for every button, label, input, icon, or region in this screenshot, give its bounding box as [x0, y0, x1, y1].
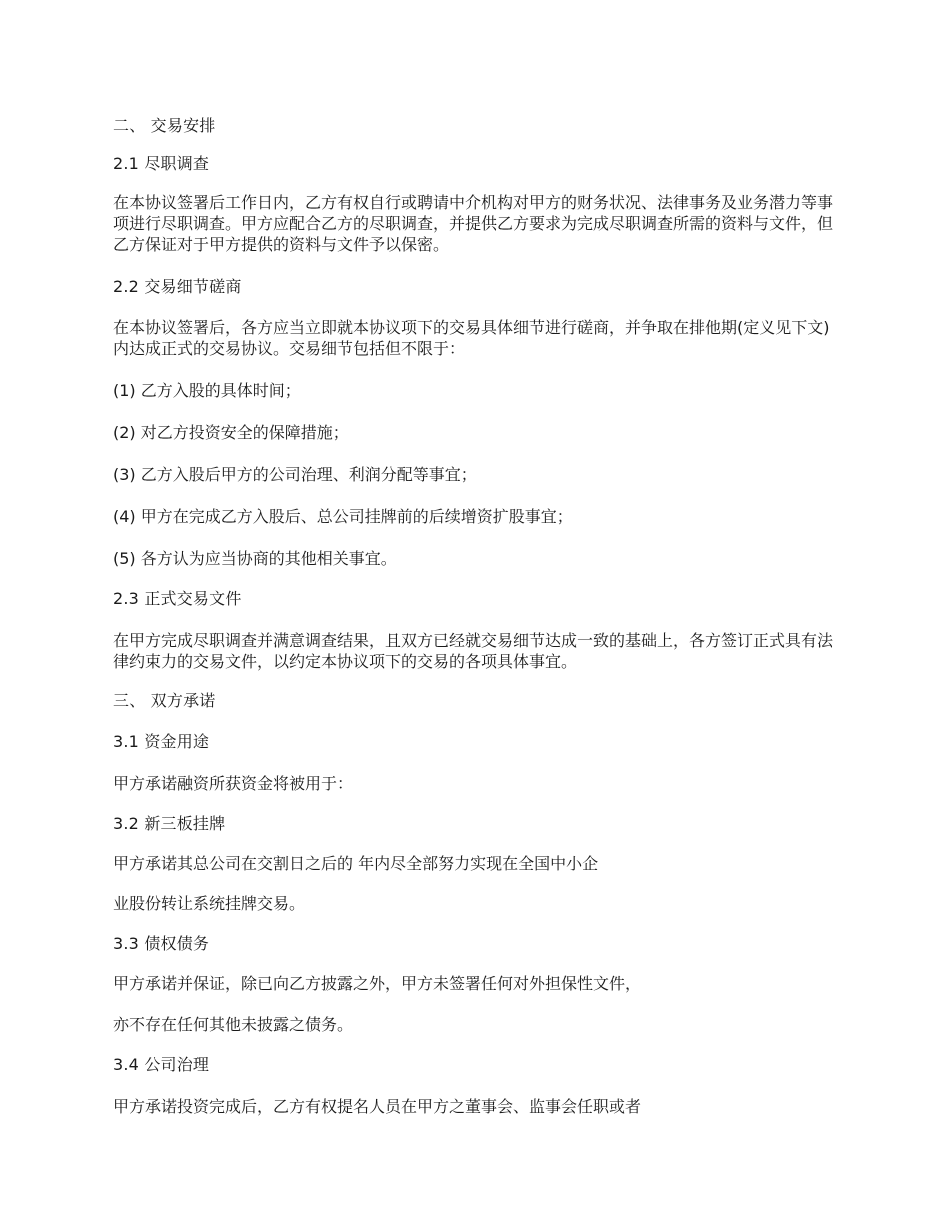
paragraph-debt-line-2: 亦不存在任何其他未披露之债务。: [113, 1015, 354, 1034]
list-item-2: (2) 对乙方投资安全的保障措施；: [113, 423, 349, 442]
subsection-heading-2-1: 2.1 尽职调查: [113, 154, 210, 173]
subsection-heading-2-2: 2.2 交易细节磋商: [113, 277, 242, 296]
list-item-4: (4) 甲方在完成乙方入股后、总公司挂牌前的后续增资扩股事宜；: [113, 507, 573, 526]
subsection-heading-3-2: 3.2 新三板挂牌: [113, 814, 226, 833]
paragraph-negotiation: 在本协议签署后，各方应当立即就本协议项下的交易具体细节进行磋商，并争取在排他期(定义见下文)内达成正式的交易协议。交易细节包括但不限于：: [113, 318, 830, 358]
subsection-heading-2-3: 2.3 正式交易文件: [113, 589, 242, 608]
paragraph-due-diligence: 在本协议签署后工作日内，乙方有权自行或聘请中介机构对甲方的财务状况、法律事务及业务潜力等事项进行尽职调查。甲方应配合乙方的尽职调查，并提供乙方要求为完成尽职调查所需的资料与文件，但乙方保证对于甲方提供的资料与文件予以保密。: [113, 193, 834, 254]
section-heading-3: 三、 双方承诺: [113, 691, 216, 710]
paragraph-governance-line-1: 甲方承诺投资完成后，乙方有权提名人员在甲方之董事会、监事会任职或者: [113, 1097, 642, 1116]
section-heading-2: 二、 交易安排: [113, 116, 216, 135]
paragraph-debt-line-1: 甲方承诺并保证，除已向乙方披露之外，甲方未签署任何对外担保性文件，: [113, 974, 642, 993]
subsection-heading-3-3: 3.3 债权债务: [113, 934, 210, 953]
paragraph-listing-line-2: 业股份转让系统挂牌交易。: [113, 894, 306, 913]
subsection-heading-3-4: 3.4 公司治理: [113, 1055, 210, 1074]
list-item-5: (5) 各方认为应当协商的其他相关事宜。: [113, 549, 397, 568]
paragraph-formal-documents: 在甲方完成尽职调查并满意调查结果，且双方已经就交易细节达成一致的基础上，各方签订正式具有法律约束力的交易文件，以约定本协议项下的交易的各项具体事宜。: [113, 631, 834, 671]
subsection-heading-3-1: 3.1 资金用途: [113, 732, 210, 751]
list-item-3: (3) 乙方入股后甲方的公司治理、利润分配等事宜；: [113, 465, 477, 484]
paragraph-fund-use: 甲方承诺融资所获资金将被用于：: [113, 774, 354, 793]
list-item-1: (1) 乙方入股的具体时间；: [113, 381, 301, 400]
paragraph-listing-line-1: 甲方承诺其总公司在交割日之后的 年内尽全部努力实现在全国中小企: [113, 854, 599, 873]
